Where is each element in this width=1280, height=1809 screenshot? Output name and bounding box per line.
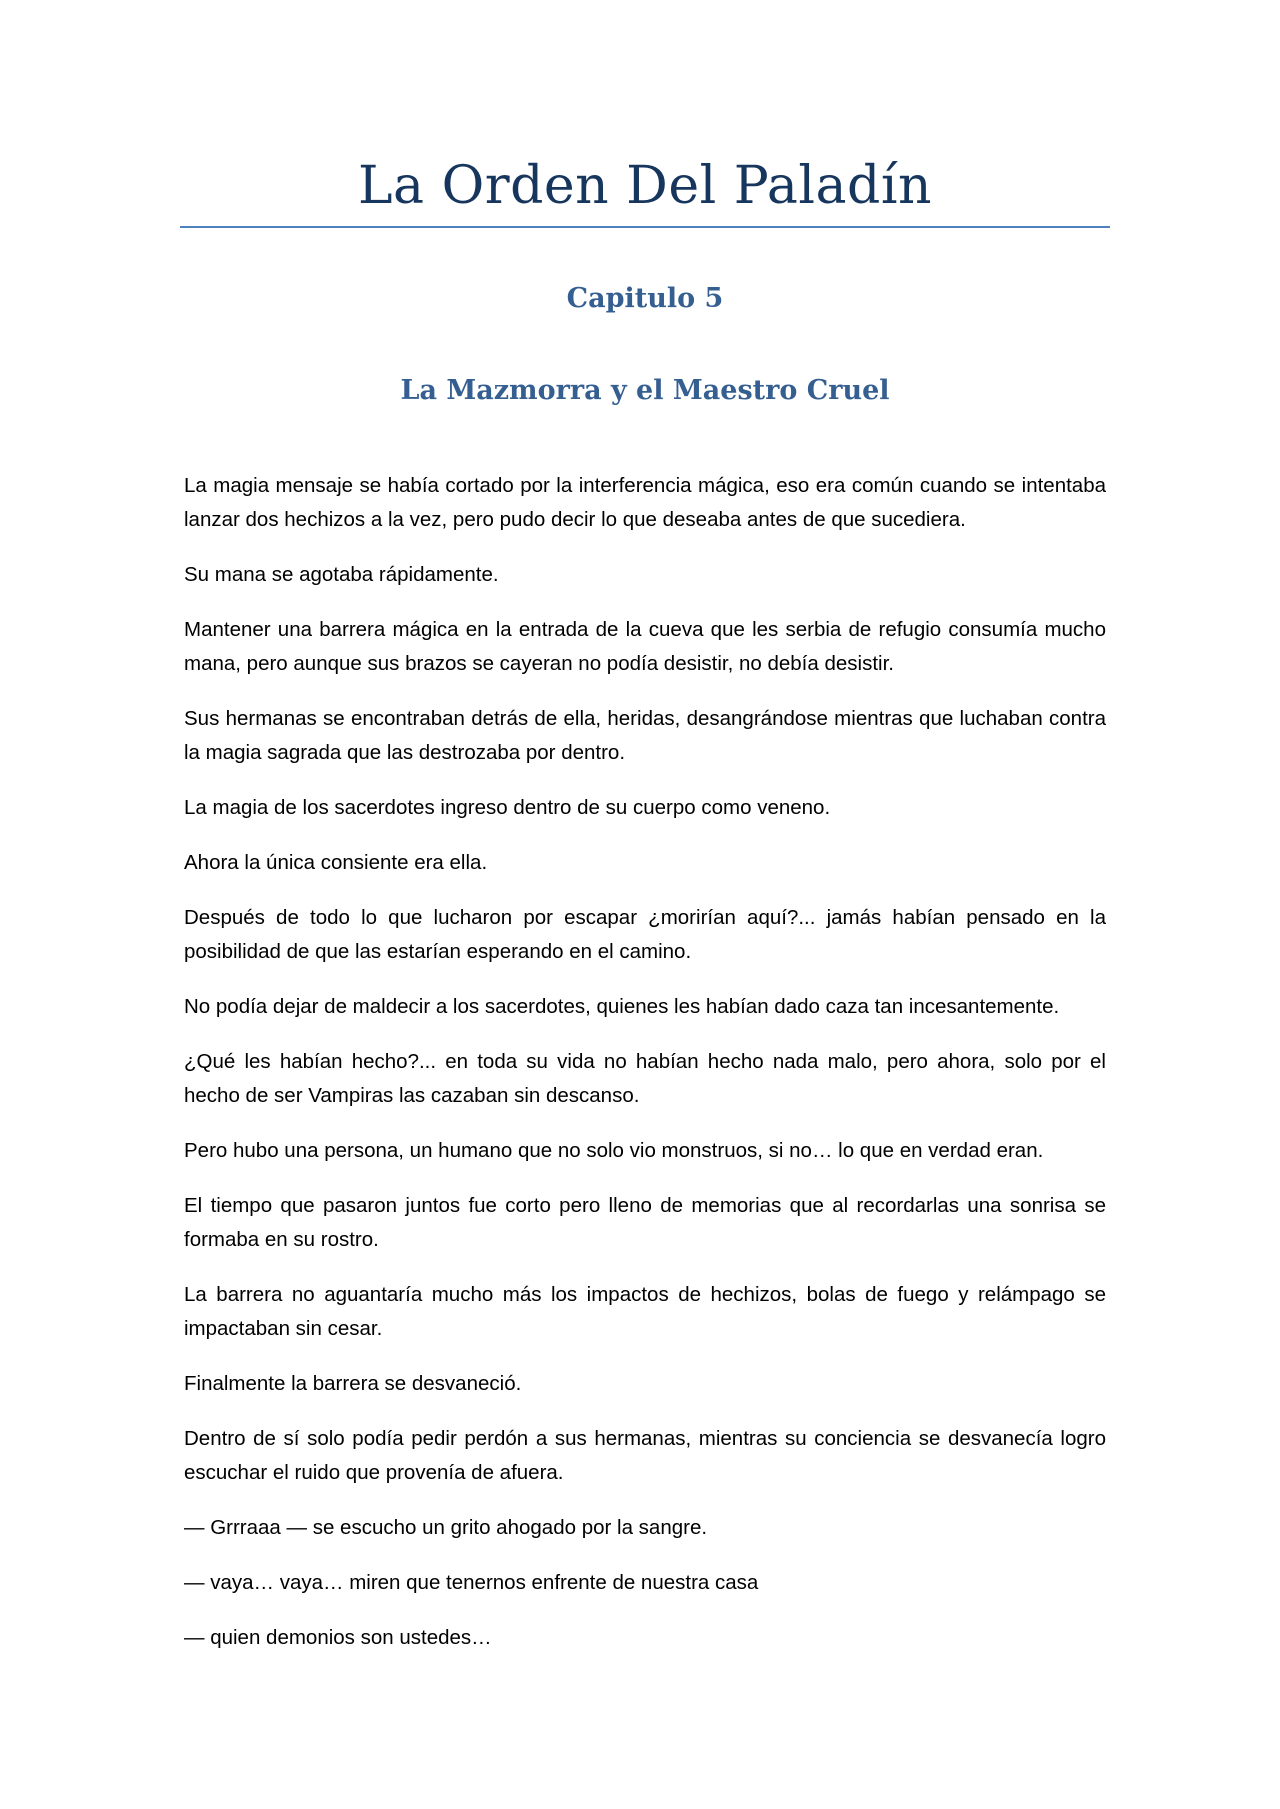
paragraph: La magia mensaje se había cortado por la interferencia mágica, eso era común cuando se intentaba lanzar dos hechizos a la vez, pero pudo decir lo que deseaba antes de que sucediera.	[184, 474, 1106, 531]
document-title: La Orden Del Paladín	[358, 156, 932, 216]
dialogue-line: — quien demonios son ustedes…	[184, 1626, 492, 1649]
chapter-subtitle: La Mazmorra y el Maestro Cruel	[400, 375, 890, 406]
body-text	[184, 469, 1106, 1676]
paragraph: Ahora la única consiente era ella.	[184, 851, 488, 874]
dialogue-line: — vaya… vaya… miren que tenernos enfrente de nuestra casa	[184, 1571, 759, 1594]
paragraph: Sus hermanas se encontraban detrás de ella, heridas, desangrándose mientras que luchaban contra la magia sagrada que las destrozaba por dentro.	[184, 707, 1106, 764]
title-underline-rule	[180, 226, 1110, 228]
paragraph: Pero hubo una persona, un humano que no solo vio monstruos, si no… lo que en verdad eran.	[184, 1139, 1044, 1162]
paragraph: Mantener una barrera mágica en la entrada de la cueva que les serbia de refugio consumía mucho mana, pero aunque sus brazos se cayeran no podía desistir, no debía desistir.	[184, 618, 1106, 675]
chapter-heading: Capitulo 5	[566, 283, 724, 314]
paragraph: Finalmente la barrera se desvaneció.	[184, 1372, 522, 1395]
paragraph: La barrera no aguantaría mucho más los impactos de hechizos, bolas de fuego y relámpago se impactaban sin cesar.	[184, 1283, 1106, 1340]
paragraph: Su mana se agotaba rápidamente.	[184, 563, 499, 586]
paragraph: ¿Qué les habían hecho?... en toda su vida no habían hecho nada malo, pero ahora, solo por el hecho de ser Vampiras las cazaban sin descanso.	[184, 1050, 1106, 1107]
paragraph: La magia de los sacerdotes ingreso dentro de su cuerpo como veneno.	[184, 796, 831, 819]
paragraph: Después de todo lo que lucharon por escapar ¿morirían aquí?... jamás habían pensado en la posibilidad de que las estarían esperando en el camino.	[184, 906, 1106, 963]
paragraph: Dentro de sí solo podía pedir perdón a sus hermanas, mientras su conciencia se desvanecía logro escuchar el ruido que provenía de afuera.	[184, 1427, 1106, 1484]
dialogue-line: — Grrraaa — se escucho un grito ahogado por la sangre.	[184, 1516, 708, 1539]
paragraph: No podía dejar de maldecir a los sacerdotes, quienes les habían dado caza tan incesantemente.	[184, 995, 1060, 1018]
paragraph: El tiempo que pasaron juntos fue corto pero lleno de memorias que al recordarlas una sonrisa se formaba en su rostro.	[184, 1194, 1106, 1251]
